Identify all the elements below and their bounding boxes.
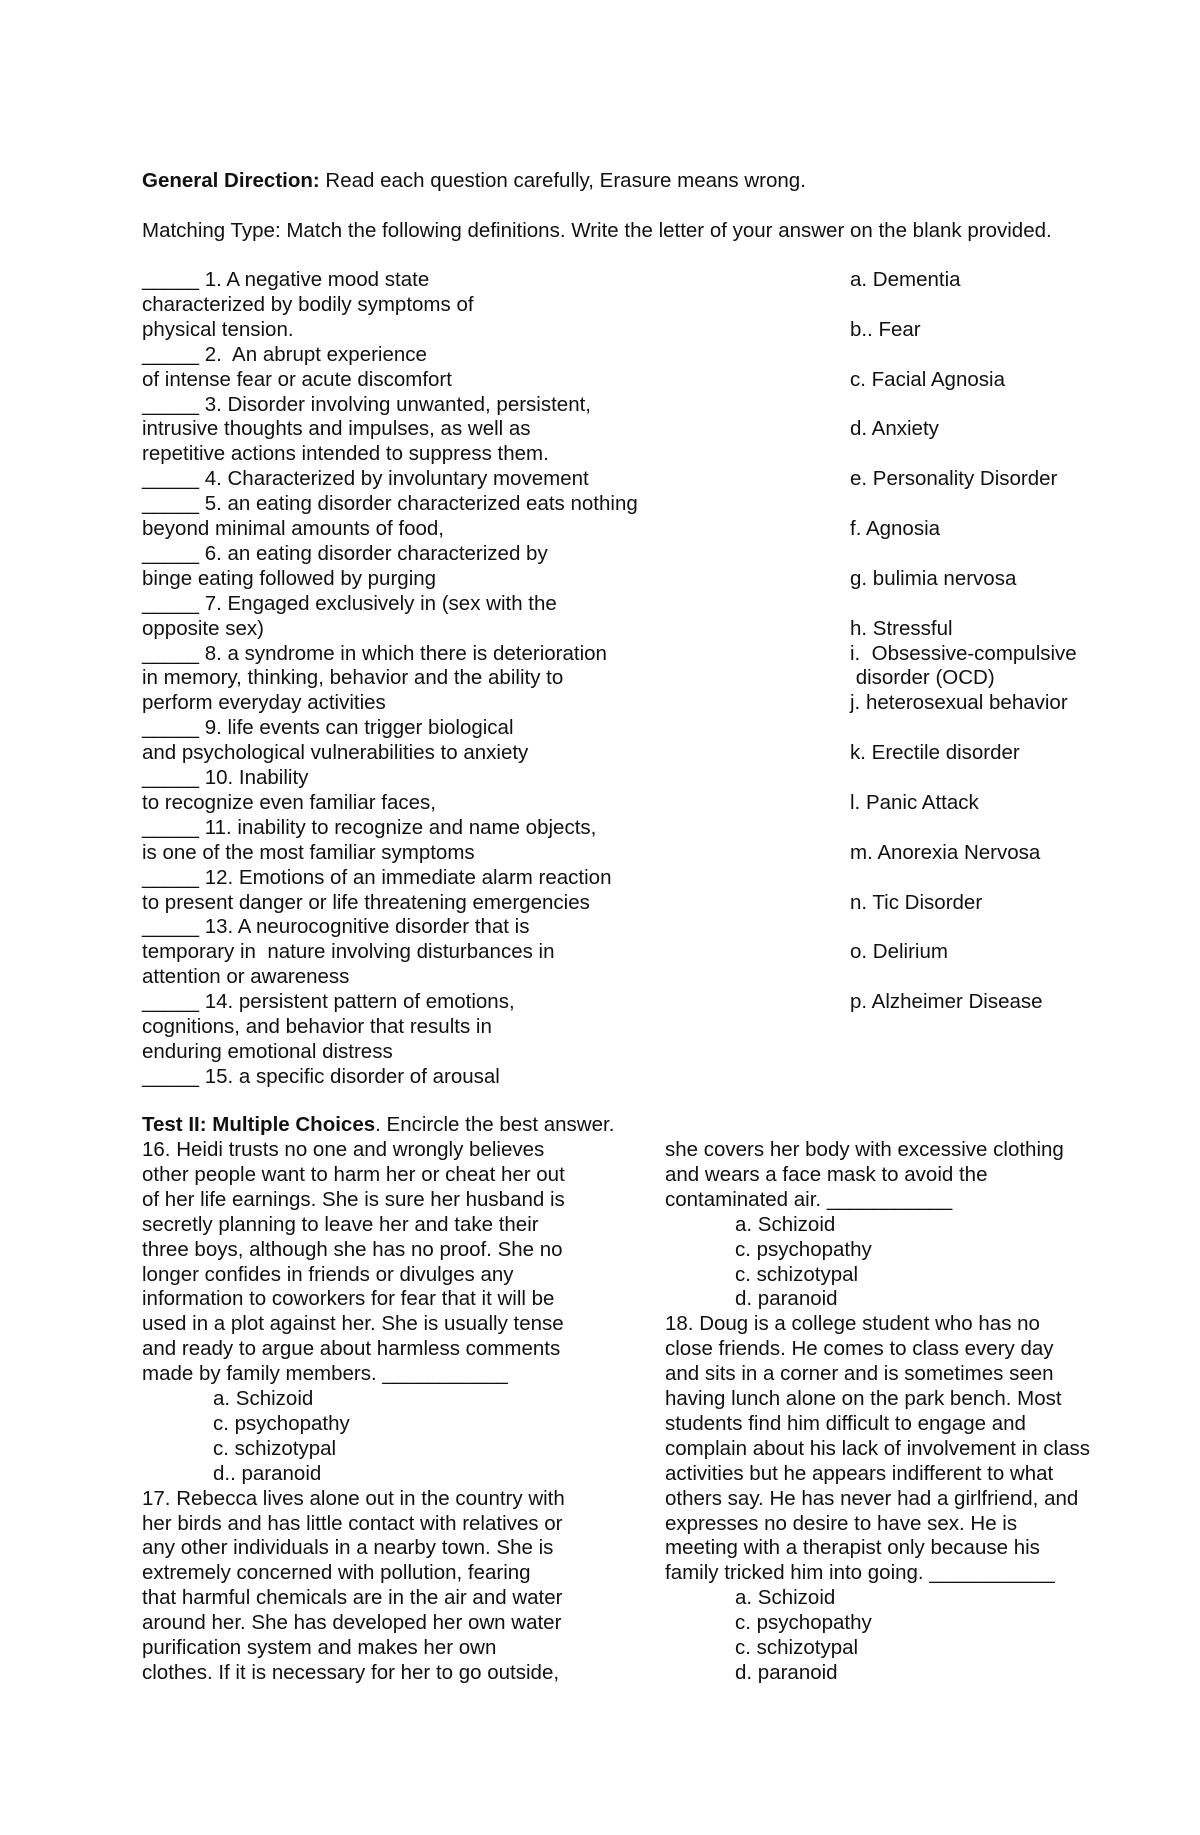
matching-definition-line: enduring emotional distress xyxy=(142,1039,393,1063)
mc-question-line: close friends. He comes to class every day xyxy=(665,1337,1054,1361)
mc-question-line: secretly planning to leave her and take their xyxy=(142,1212,539,1236)
matching-definition-line: _____ 8. a syndrome in which there is deterioration xyxy=(142,641,607,665)
matching-choice-line: f. Agnosia xyxy=(850,517,941,540)
mc-question-line: students find him difficult to engage and xyxy=(665,1411,1026,1435)
matching-choice-line: g. bulimia nervosa xyxy=(850,566,1017,590)
matching-choice-line: d. Anxiety xyxy=(850,417,939,441)
general-direction xyxy=(142,168,806,193)
matching-definition-line: cognitions, and behavior that results in xyxy=(142,1015,492,1038)
matching-definition-line: _____ 2. An abrupt experience xyxy=(142,342,427,366)
mc-question-line: activities but he appears indifferent to what xyxy=(665,1461,1054,1485)
mc-question-line: her birds and has little contact with relatives or xyxy=(142,1511,563,1535)
matching-definition-line: of intense fear or acute discomfort xyxy=(142,367,452,391)
mc-question-line: family tricked him into going. ___________ xyxy=(665,1561,1055,1585)
test2-text: . Encircle the best answer. xyxy=(375,1113,615,1136)
matching-choice-line: disorder (OCD) xyxy=(850,666,995,690)
general-direction-label: General Direction: xyxy=(142,169,320,192)
mc-question-line: clothes. If it is necessary for her to go outside, xyxy=(142,1660,560,1684)
mc-question-line: other people want to harm her or cheat her out xyxy=(142,1162,565,1186)
matching-definition-line: characterized by bodily symptoms of xyxy=(142,292,474,316)
test2-heading xyxy=(142,1112,614,1137)
mc-option-line: d.. paranoid xyxy=(213,1461,322,1485)
matching-definition-line: _____ 6. an eating disorder characterized by xyxy=(142,541,548,565)
mc-question-line: that harmful chemicals are in the air and water xyxy=(142,1586,563,1610)
matching-choice-line: i. Obsessive-compulsive xyxy=(850,641,1077,665)
matching-choice-line: l. Panic Attack xyxy=(850,790,979,814)
mc-question-line: and sits in a corner and is sometimes seen xyxy=(665,1362,1054,1386)
matching-definition-line: _____ 1. A negative mood state xyxy=(142,268,430,291)
mc-question-line: used in a plot against her. She is usually tense xyxy=(142,1312,564,1336)
matching-choice-line: n. Tic Disorder xyxy=(850,890,983,914)
matching-definition-line: is one of the most familiar symptoms xyxy=(142,840,475,864)
matching-definition-line: beyond minimal amounts of food, xyxy=(142,517,444,540)
matching-choice-line: e. Personality Disorder xyxy=(850,467,1058,491)
general-direction-text: Read each question carefully, Erasure means wrong. xyxy=(319,169,806,192)
mc-option-line: c. schizotypal xyxy=(735,1636,859,1659)
matching-choice-line: k. Erectile disorder xyxy=(850,741,1020,765)
mc-option-line: a. Schizoid xyxy=(735,1212,836,1236)
mc-question-line: purification system and makes her own xyxy=(142,1636,497,1659)
matching-definition-line: attention or awareness xyxy=(142,965,350,989)
mc-option-line: a. Schizoid xyxy=(213,1387,314,1410)
matching-definition-line: _____ 13. A neurocognitive disorder that is xyxy=(142,915,530,939)
mc-question-line: any other individuals in a nearby town. She is xyxy=(142,1536,554,1560)
mc-question-line: 17. Rebecca lives alone out in the country with xyxy=(142,1486,565,1510)
matching-definition-line: _____ 14. persistent pattern of emotions, xyxy=(142,990,515,1014)
matching-definition-line: binge eating followed by purging xyxy=(142,566,437,590)
mc-question-line: information to coworkers for fear that it will be xyxy=(142,1287,555,1311)
mc-question-line: and wears a face mask to avoid the xyxy=(665,1162,988,1186)
matching-definition-line: opposite sex) xyxy=(142,616,264,640)
matching-choice-line: h. Stressful xyxy=(850,616,953,640)
matching-definition-line: in memory, thinking, behavior and the ability to xyxy=(142,666,564,690)
matching-choice-line: j. heterosexual behavior xyxy=(850,691,1068,715)
mc-question-line: longer confides in friends or divulges any xyxy=(142,1262,514,1286)
matching-definition-line: perform everyday activities xyxy=(142,691,386,715)
mc-option-line: c. psychopathy xyxy=(735,1237,872,1261)
mc-option-line: c. psychopathy xyxy=(213,1411,350,1435)
mc-question-line: meeting with a therapist only because his xyxy=(665,1536,1040,1560)
mc-option-line: c. schizotypal xyxy=(735,1262,859,1286)
matching-definition-line: to present danger or life threatening emergencies xyxy=(142,890,590,914)
mc-question-line: extremely concerned with pollution, fearing xyxy=(142,1561,531,1585)
mc-question-line: contaminated air. ___________ xyxy=(665,1187,953,1211)
matching-definition-line: _____ 10. Inability xyxy=(142,766,309,789)
matching-choice-line: o. Delirium xyxy=(850,940,948,964)
mc-question-line: others say. He has never had a girlfriend, and xyxy=(665,1486,1079,1510)
matching-definition-line: _____ 11. inability to recognize and name objects, xyxy=(142,815,597,839)
matching-definition-line: physical tension. xyxy=(142,317,294,341)
mc-question-line: of her life earnings. She is sure her husband is xyxy=(142,1187,565,1211)
matching-choice-line: p. Alzheimer Disease xyxy=(850,990,1043,1014)
matching-choice-line: b.. Fear xyxy=(850,317,921,341)
matching-definition-line: to recognize even familiar faces, xyxy=(142,790,436,814)
matching-definition-line: _____ 9. life events can trigger biological xyxy=(142,716,514,740)
matching-choice-line: a. Dementia xyxy=(850,268,961,291)
matching-definition-line: _____ 12. Emotions of an immediate alarm reaction xyxy=(142,865,612,889)
mc-option-line: c. psychopathy xyxy=(735,1611,872,1635)
mc-question-line: she covers her body with excessive clothing xyxy=(665,1138,1064,1161)
mc-option-line: d. paranoid xyxy=(735,1287,838,1311)
matching-definition-line: intrusive thoughts and impulses, as well as xyxy=(142,417,531,441)
mc-question-line: having lunch alone on the park bench. Most xyxy=(665,1387,1062,1410)
mc-question-line: and ready to argue about harmless comments xyxy=(142,1337,561,1361)
matching-choice-line: c. Facial Agnosia xyxy=(850,367,1005,391)
matching-definition-line: and psychological vulnerabilities to anxiety xyxy=(142,741,529,765)
mc-question-line: complain about his lack of involvement in class xyxy=(665,1436,1091,1460)
matching-instruction: Matching Type: Match the following definitions. Write the letter of your answer on the blank provided. xyxy=(142,219,1052,242)
mc-question-line: made by family members. ___________ xyxy=(142,1362,508,1386)
mc-option-line: c. schizotypal xyxy=(213,1436,337,1460)
mc-option-line: a. Schizoid xyxy=(735,1586,836,1610)
matching-definition-line: _____ 15. a specific disorder of arousal xyxy=(142,1064,500,1088)
mc-question-line: around her. She has developed her own water xyxy=(142,1611,562,1635)
mc-question-line: 16. Heidi trusts no one and wrongly believes xyxy=(142,1138,545,1161)
matching-definition-line: temporary in nature involving disturbances in xyxy=(142,940,555,964)
mc-question-line: expresses no desire to have sex. He is xyxy=(665,1511,1018,1535)
matching-definition-line: repetitive actions intended to suppress them. xyxy=(142,442,549,466)
mc-option-line: d. paranoid xyxy=(735,1660,838,1684)
matching-definition-line: _____ 5. an eating disorder characterized eats nothing xyxy=(142,492,638,516)
matching-choice-line: m. Anorexia Nervosa xyxy=(850,840,1041,864)
matching-definition-line: _____ 3. Disorder involving unwanted, persistent, xyxy=(142,392,591,416)
test2-label: Test II: Multiple Choices xyxy=(142,1113,376,1136)
matching-definition-line: _____ 7. Engaged exclusively in (sex with the xyxy=(142,591,557,615)
matching-definition-line: _____ 4. Characterized by involuntary movement xyxy=(142,467,589,491)
mc-question-line: three boys, although she has no proof. She no xyxy=(142,1237,563,1261)
mc-question-line: 18. Doug is a college student who has no xyxy=(665,1312,1040,1336)
